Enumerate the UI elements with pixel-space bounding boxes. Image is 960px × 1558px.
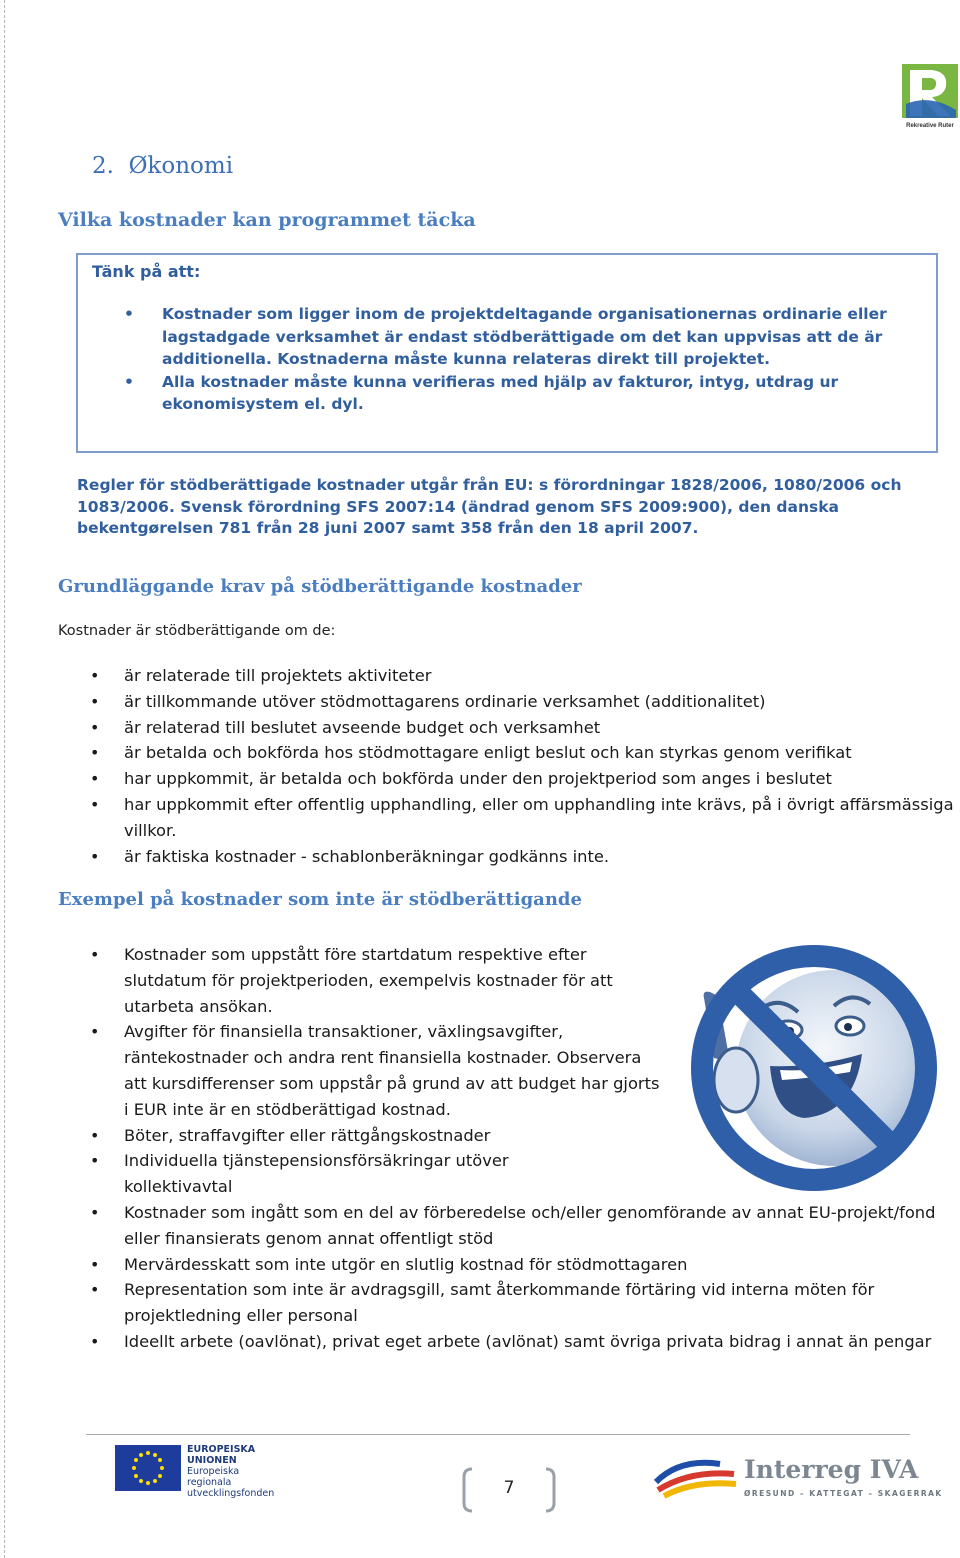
interreg-logo-mark [650,1452,740,1502]
list-item: • är relaterade till projektets aktiviteter [90,663,960,689]
list-item: • är betalda och bokförda hos stödmottagare enligt beslut och kan styrkas genom verifikat [90,740,960,766]
heading-costs-covered: Vilka kostnader kan programmet täcka [58,209,476,231]
info-box-item: • Kostnader som ligger inom de projektdeltagande organisationernas ordinarie eller lagstadgade verksamhet är endast stödberättigade om det kan uppvisas att de är additionella. Kostnaderna måste kunna relateras direkt till projektet. [118,303,898,371]
rules-paragraph: Regler för stödberättigade kostnader utgår från EU: s förordningar 1828/2006, 1080/2006 och 1083/2006. Svensk förordning SFS 2007:14 (ändrad genom SFS 2009:900), den danska bekentgørelsen 781 från 28 juni 2007 samt 358 från den 18 april 2007. [77,476,902,537]
interreg-subtitle: ØRESUND – KATTEGAT – SKAGERRAK [744,1489,943,1498]
list-item: • Böter, straffavgifter eller rättgångskostnader [90,1123,664,1149]
list-item: • Mervärdesskatt som inte utgör en slutlig kostnad för stödmottagaren [90,1252,960,1278]
list-item: • Kostnader som uppstått före startdatum respektive efter slutdatum för projektperioden, exempelvis kostnader för att utarbeta ansökan. [90,942,664,1019]
eu-line: utvecklingsfonden [187,1488,275,1499]
page-number: 7 [503,1478,515,1498]
list-item: • Kostnader som ingått som en del av förberedelse och/eller genomförande av annat EU-projekt/fond eller finansierats genom annat offentligt stöd [90,1200,954,1252]
interreg-title: Interreg IVA [744,1455,919,1484]
eu-line: UNIONEN [187,1455,237,1466]
heading-non-eligible-examples: Exempel på kostnader som inte är stödberättigande [58,889,582,910]
info-box-list [118,303,898,416]
rekreative-ruter-logo [902,64,958,130]
section-heading [92,153,233,179]
requirements-intro: Kostnader är stödberättigande om de: [58,623,336,639]
list-item: • är tillkommande utöver stödmottagarens ordinarie verksamhet (additionalitet) [90,689,960,715]
list-item: • Avgifter för finansiella transaktioner, växlingsavgifter, räntekostnader och andra rent finansiella kostnader. Observera att kursdifferenser som uppstår på grund av att budget har gjorts i EUR inte är en stödberättigad kostnad. [90,1019,664,1122]
list-item: • är faktiska kostnader - schablonberäkningar godkänns inte. [90,844,960,870]
eu-line: regionala [187,1477,232,1488]
list-item: • Representation som inte är avdragsgill, samt återkommande förtäring vid interna möten för projektledning eller personal [90,1277,954,1329]
logo-caption: Rekreative Ruter [906,123,954,129]
list-item: • har uppkommit efter offentlig upphandling, eller om upphandling inte krävs, på i övrigt affärsmässiga villkor. [90,792,954,844]
requirements-list [90,663,960,869]
no-phone-illustration [684,938,942,1196]
list-item: • Ideellt arbete (oavlönat), privat eget arbete (avlönat) samt övriga privata bidrag i annat än pengar [90,1329,954,1355]
left-margin-guide [4,0,5,1558]
info-box-title: Tänk på att: [92,262,201,281]
footer-divider [86,1434,910,1435]
heading-basic-requirements: Grundläggande krav på stödberättigande kostnader [58,576,582,597]
list-item: • har uppkommit, är betalda och bokförda under den projektperiod som anges i beslutet [90,766,960,792]
eu-fund-label [187,1444,274,1499]
info-box-item: • Alla kostnader måste kunna verifieras med hjälp av fakturor, intyg, utdrag ur ekonomisystem el. dyl. [118,371,898,416]
eu-line: EUROPEISKA [187,1444,256,1455]
section-number: 2. [92,153,114,179]
list-item: • Individuella tjänstepensionsförsäkringar utöver kollektivavtal [90,1148,594,1200]
eu-flag-icon [115,1445,181,1491]
list-item: • är relaterad till beslutet avseende budget och verksamhet [90,715,960,741]
eu-line: Europeiska [187,1466,240,1477]
section-title: Økonomi [128,153,234,179]
